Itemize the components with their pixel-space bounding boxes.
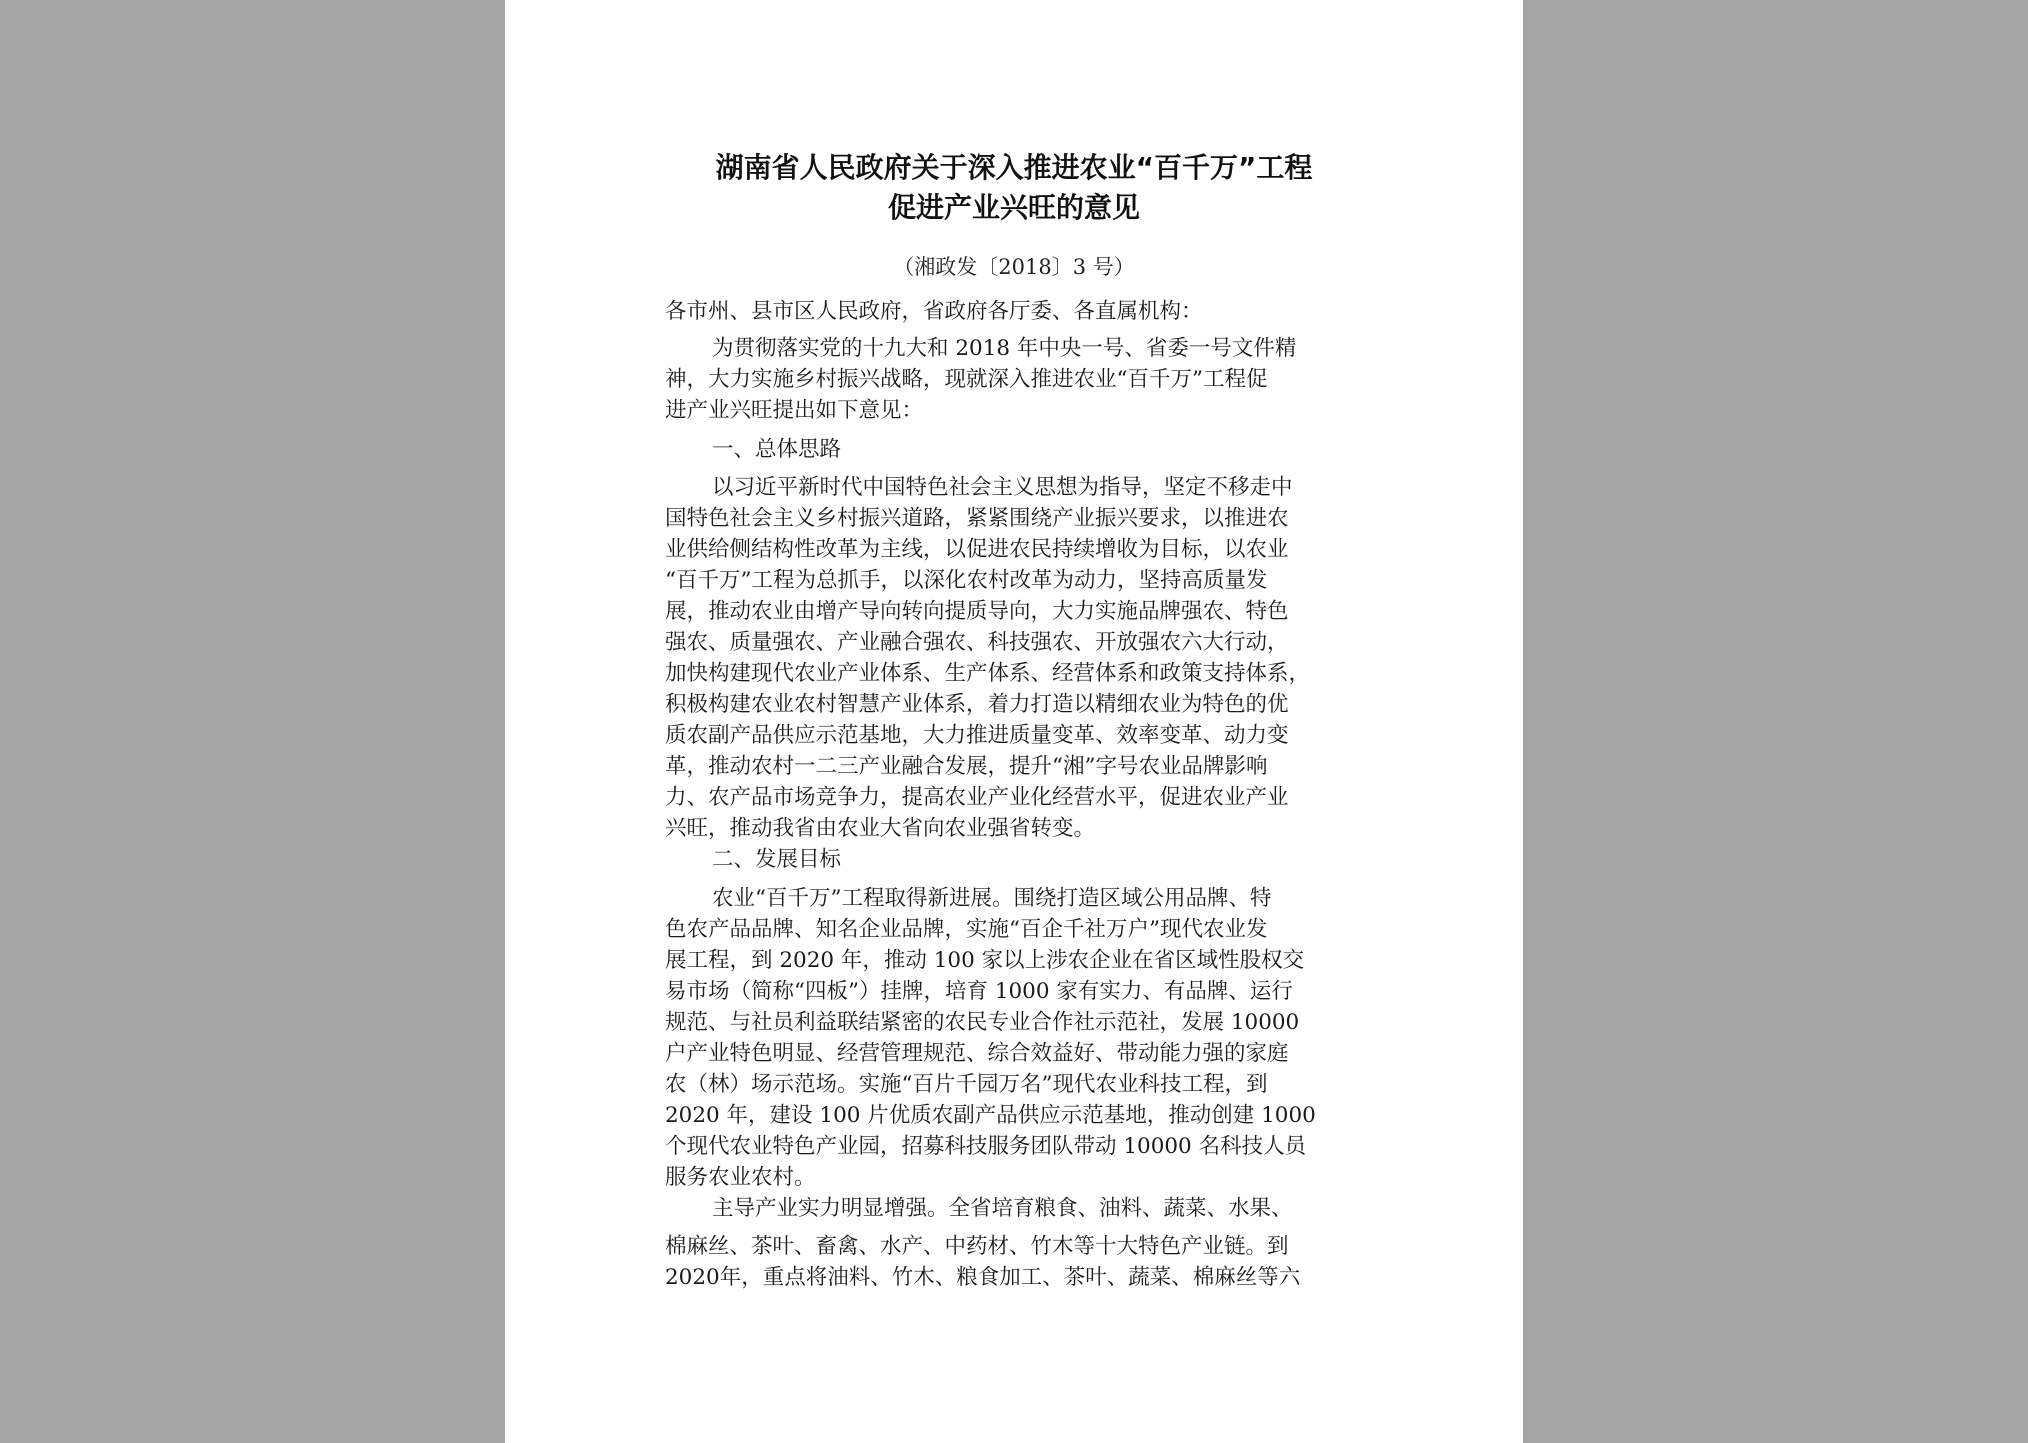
body-line: 色农产品品牌、知名企业品牌，实施“百企千社万户”现代农业发 (665, 917, 1268, 942)
body-line: 户产业特色明显、经营管理规范、综合效益好、带动能力强的家庭 (665, 1041, 1289, 1066)
body-line: 主导产业实力明显增强。全省培育粮食、油料、蔬菜、水果、 (712, 1196, 1293, 1221)
document-title-line-2: 促进产业兴旺的意见 (887, 191, 1140, 224)
body-line: 质农副产品供应示范基地，大力推进质量变革、效率变革、动力变 (665, 723, 1289, 748)
body-line: 力、农产品市场竞争力，提高农业产业化经营水平，促进农业产业 (665, 785, 1289, 810)
body-line: 一、总体思路 (712, 437, 842, 462)
body-line: 兴旺，推动我省由农业大省向农业强省转变。 (665, 816, 1096, 841)
body-line: 强农、质量强农、产业融合强农、科技强农、开放强农六大行动， (665, 630, 1289, 655)
body-line: 加快构建现代农业产业体系、生产体系、经营体系和政策支持体系， (665, 661, 1311, 686)
body-line: “百千万”工程为总抓手，以深化农村改革为动力，坚持高质量发 (665, 568, 1268, 593)
body-line: 为贯彻落实党的十九大和 2018 年中央一号、省委一号文件精 (712, 336, 1297, 361)
body-line: 服务农业农村。 (665, 1165, 816, 1190)
body-line: 各市州、县市区人民政府，省政府各厅委、各直属机构： (665, 299, 1203, 324)
body-line: 农（林）场示范场。实施“百片千园万名”现代农业科技工程，到 (665, 1072, 1268, 1097)
body-line: 以习近平新时代中国特色社会主义思想为指导，坚定不移走中 (712, 475, 1293, 500)
body-line: 国特色社会主义乡村振兴道路，紧紧围绕产业振兴要求，以推进农 (665, 506, 1289, 531)
body-line: 2020年，重点将油料、竹木、粮食加工、茶叶、蔬菜、棉麻丝等六 (665, 1265, 1301, 1290)
body-line: 神，大力实施乡村振兴战略，现就深入推进农业“百千万”工程促 (665, 367, 1268, 392)
body-line: 展，推动农业由增产导向转向提质导向，大力实施品牌强农、特色 (665, 599, 1289, 624)
body-line: 革，推动农村一二三产业融合发展，提升“湘”字号农业品牌影响 (665, 754, 1268, 779)
body-line: 棉麻丝、茶叶、畜禽、水产、中药材、竹木等十大特色产业链。到 (665, 1234, 1289, 1259)
body-line: 易市场（简称“四板”）挂牌，培育 1000 家有实力、有品牌、运行 (665, 979, 1293, 1004)
body-line: 二、发展目标 (712, 847, 842, 872)
body-line: 进产业兴旺提出如下意见： (665, 398, 924, 423)
document-page (505, 0, 1523, 1443)
document-number: （湘政发〔2018〕3 号） (893, 255, 1135, 279)
body-line: 规范、与社员利益联结紧密的农民专业合作社示范社，发展 10000 (665, 1010, 1300, 1035)
body-line: 积极构建农业农村智慧产业体系，着力打造以精细农业为特色的优 (665, 692, 1289, 717)
body-line: 个现代农业特色产业园，招募科技服务团队带动 10000 名科技人员 (665, 1134, 1307, 1159)
body-line: 展工程，到 2020 年，推动 100 家以上涉农企业在省区域性股权交 (665, 948, 1305, 973)
document-title-line-1: 湖南省人民政府关于深入推进农业“百千万”工程 (715, 151, 1313, 184)
body-line: 2020 年，建设 100 片优质农副产品供应示范基地，推动创建 1000 (665, 1103, 1316, 1128)
body-line: 农业“百千万”工程取得新进展。围绕打造区域公用品牌、特 (712, 886, 1272, 911)
body-line: 业供给侧结构性改革为主线，以促进农民持续增收为目标，以农业 (665, 537, 1289, 562)
